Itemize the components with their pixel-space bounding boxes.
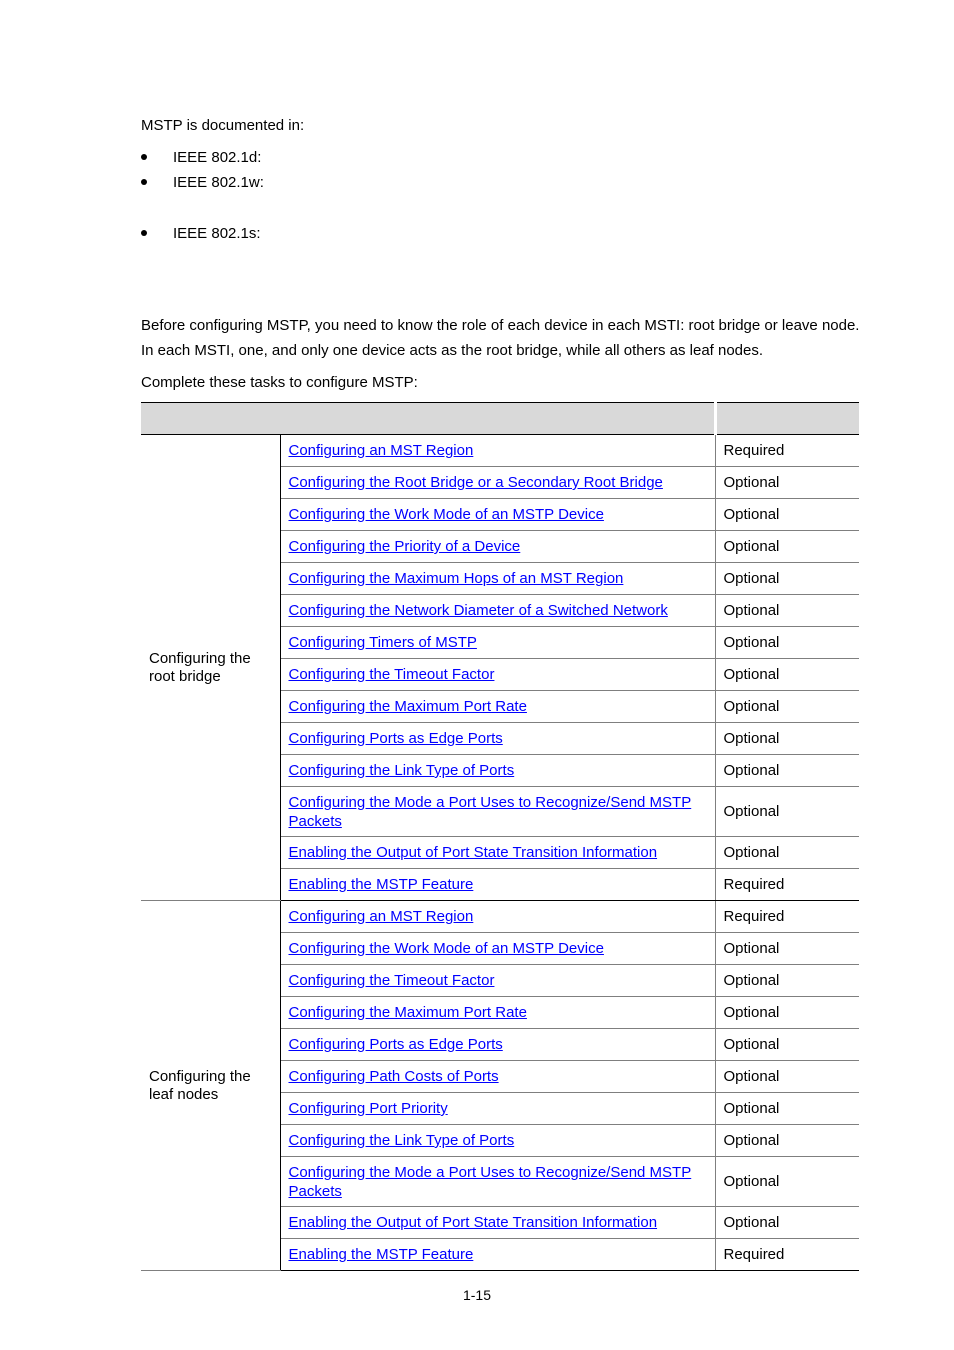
task-cell [280,1207,715,1239]
requirement-cell: Optional [715,563,859,595]
requirement-cell: Optional [715,755,859,787]
task-link[interactable]: Configuring the Mode a Port Uses to Recognize/Send MSTP Packets [288,1163,692,1200]
task-link[interactable]: Configuring Ports as Edge Ports [288,730,503,747]
task-link[interactable]: Configuring the Root Bridge or a Secondary Root Bridge [288,474,663,491]
requirement-cell: Optional [715,837,859,869]
requirement-cell: Optional [715,1207,859,1239]
task-link[interactable]: Configuring Timers of MSTP [288,634,477,651]
page-number: 1-15 [462,1287,492,1303]
task-cell [280,787,715,837]
table-row [141,901,859,933]
table-header-row [141,403,859,435]
config-paragraph: Before configuring MSTP, you need to know the role of each device in each MSTI: root bridge or leave node. In each MSTI, one, and only one device acts as the root bridge, while all others as leaf nodes. [141,317,860,359]
standard-label: IEEE 802.1s: [173,225,261,242]
task-cell [280,435,715,467]
task-link[interactable]: Configuring Ports as Edge Ports [288,1036,503,1053]
task-link[interactable]: Configuring the Link Type of Ports [288,1132,515,1149]
bullet-icon [141,154,147,160]
task-cell [280,1093,715,1125]
task-link[interactable]: Configuring Path Costs of Ports [288,1068,499,1085]
task-cell [280,901,715,933]
table-body [141,435,859,1271]
task-link[interactable]: Configuring the Maximum Port Rate [288,698,527,715]
task-cell [280,755,715,787]
task-link[interactable]: Configuring the Timeout Factor [288,972,495,989]
task-cell [280,563,715,595]
standard-label: IEEE 802.1w: [173,174,264,191]
requirement-cell: Optional [715,1125,859,1157]
requirement-cell: Optional [715,933,859,965]
task-cell [280,1061,715,1093]
task-link[interactable]: Enabling the Output of Port State Transition Information [288,1214,658,1231]
requirement-cell: Optional [715,691,859,723]
task-link[interactable]: Configuring the Link Type of Ports [288,762,515,779]
task-link[interactable]: Enabling the Output of Port State Transition Information [288,844,658,861]
requirement-cell: Optional [715,1157,859,1207]
task-cell [280,467,715,499]
requirement-cell: Optional [715,1029,859,1061]
requirement-cell: Optional [715,499,859,531]
task-cell [280,997,715,1029]
task-cell [280,965,715,997]
requirement-cell: Optional [715,595,859,627]
task-link[interactable]: Configuring an MST Region [288,908,474,925]
task-cell [280,627,715,659]
intro-text: MSTP is documented in: [141,117,305,134]
table-row [141,435,859,467]
header-cell [280,403,715,435]
task-cell [280,837,715,869]
requirement-cell: Optional [715,467,859,499]
requirement-cell: Required [715,435,859,467]
task-cell [280,1125,715,1157]
mstp-task-table [141,402,859,1271]
requirement-cell: Optional [715,531,859,563]
task-link[interactable]: Configuring the Timeout Factor [288,666,495,683]
task-link[interactable]: Configuring Port Priority [288,1100,448,1117]
task-cell [280,691,715,723]
task-cell [280,1239,715,1271]
bullet-icon [141,179,147,185]
task-cell [280,933,715,965]
task-cell [280,499,715,531]
task-cell [280,659,715,691]
requirement-cell: Required [715,869,859,901]
bullet-icon [141,230,147,236]
requirement-cell: Optional [715,659,859,691]
standard-label: IEEE 802.1d: [173,149,262,166]
task-link[interactable]: Configuring the Work Mode of an MSTP Device [288,940,604,957]
task-link[interactable]: Configuring the Work Mode of an MSTP Device [288,506,604,523]
task-cell [280,1029,715,1061]
header-cell [141,403,280,435]
task-link[interactable]: Configuring the Maximum Port Rate [288,1004,527,1021]
task-cell [280,531,715,563]
task-link[interactable]: Configuring the Mode a Port Uses to Recognize/Send MSTP Packets [288,793,692,830]
task-link[interactable]: Enabling the MSTP Feature [288,876,474,893]
tasks-intro: Complete these tasks to configure MSTP: [141,374,418,391]
requirement-cell: Optional [715,787,859,837]
header-cell [715,403,859,435]
requirement-cell: Optional [715,965,859,997]
task-cell [280,723,715,755]
requirement-cell: Optional [715,997,859,1029]
task-group-label: Configuring the leaf nodes [141,901,280,1271]
requirement-cell: Required [715,901,859,933]
task-cell [280,595,715,627]
task-cell [280,869,715,901]
task-cell [280,1157,715,1207]
task-link[interactable]: Configuring the Maximum Hops of an MST Region [288,570,624,587]
requirement-cell: Optional [715,723,859,755]
task-link[interactable]: Configuring an MST Region [288,442,474,459]
requirement-cell: Optional [715,1093,859,1125]
requirement-cell: Optional [715,627,859,659]
task-link[interactable]: Configuring the Priority of a Device [288,538,521,555]
task-link[interactable]: Enabling the MSTP Feature [288,1246,474,1263]
task-link[interactable]: Configuring the Network Diameter of a Switched Network [288,602,668,619]
task-group-label: Configuring the root bridge [141,435,280,901]
requirement-cell: Required [715,1239,859,1271]
requirement-cell: Optional [715,1061,859,1093]
